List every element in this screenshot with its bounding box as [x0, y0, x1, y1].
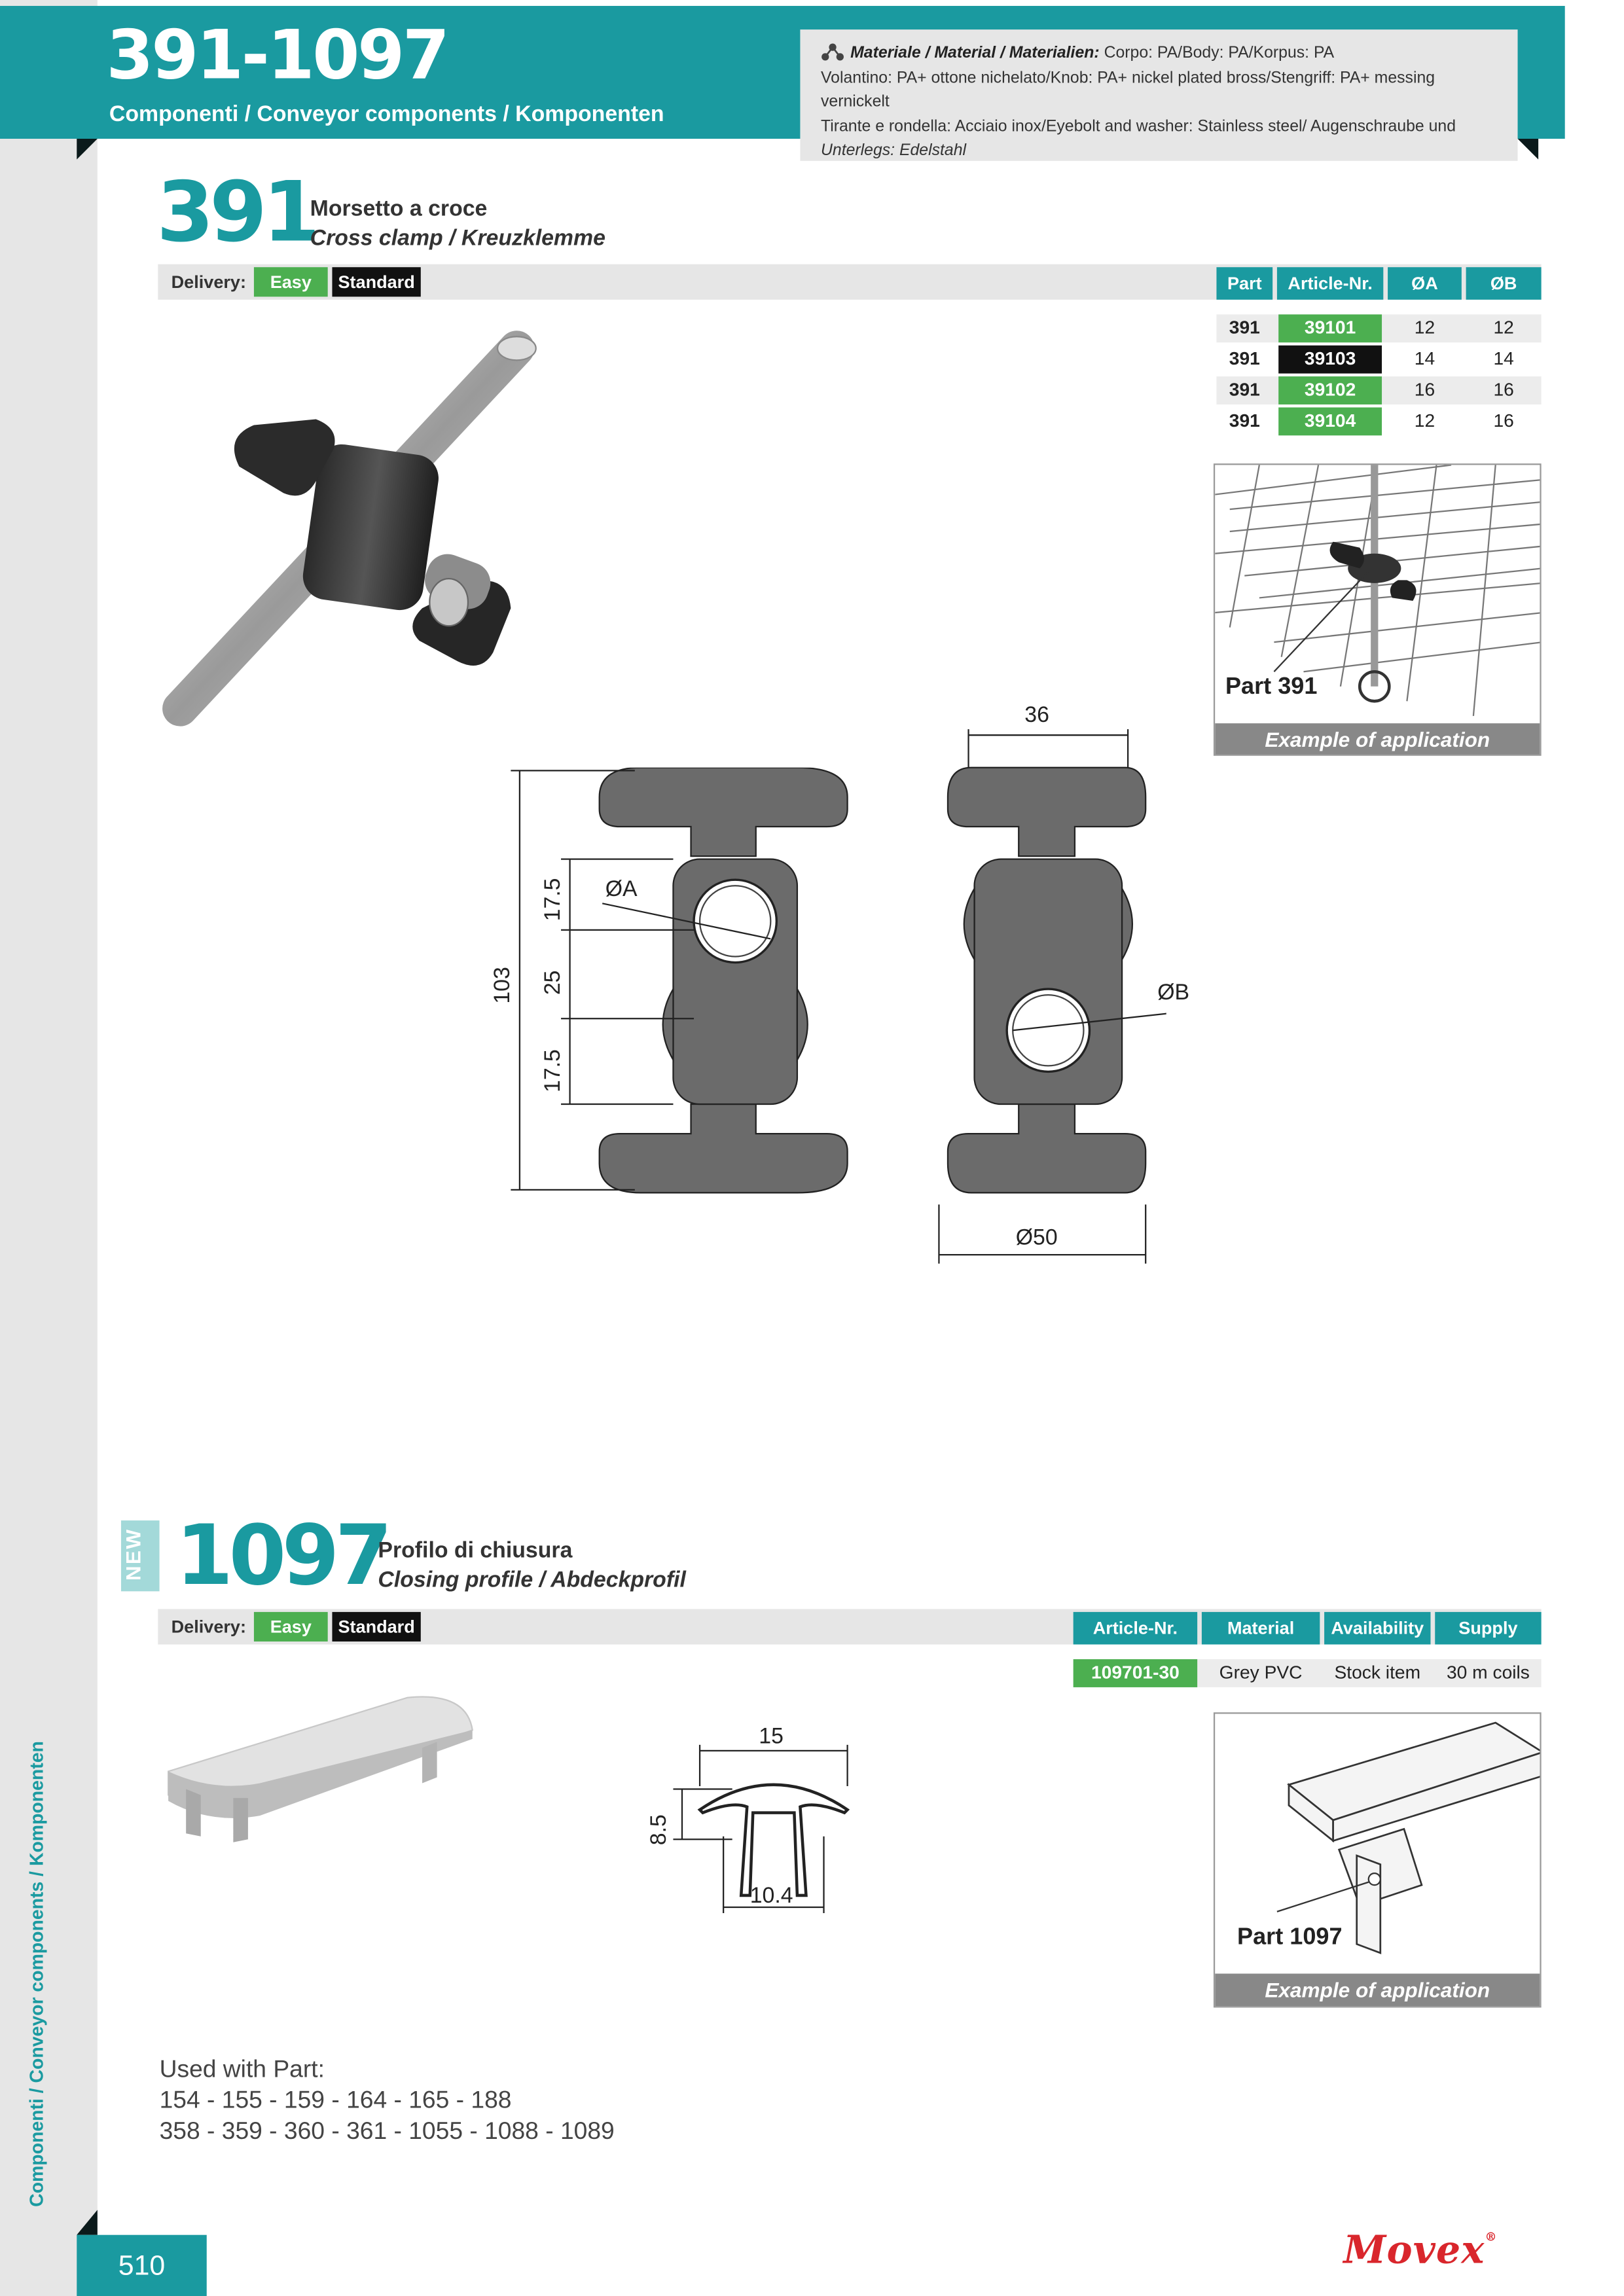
table-391-cell-part: 391 — [1229, 348, 1260, 369]
table-391-header-article: Article-Nr. — [1277, 267, 1383, 300]
table-1097-cell-article: 109701-30 — [1074, 1659, 1197, 1687]
part-title-1097: 1097 — [175, 1509, 388, 1605]
table-1097-cell-supply: 30 m coils — [1446, 1662, 1530, 1683]
table-391-cell-a: 12 — [1414, 410, 1435, 431]
closing-profile-photo — [156, 1689, 475, 1851]
new-badge: NEW — [121, 1520, 160, 1591]
dim-hole-a: ØA — [605, 876, 638, 903]
material-box — [800, 29, 1517, 161]
delivery-label-391: Delivery: — [171, 271, 246, 293]
dim-103: 103 — [490, 967, 516, 1004]
movex-logo: Movex® — [1343, 2229, 1498, 2274]
used-with-line2: 358 - 359 - 360 - 361 - 1055 - 1088 - 1089 — [159, 2118, 615, 2145]
delivery-easy-1097: Easy — [254, 1612, 328, 1641]
table-391-cell-article: 39102 — [1278, 376, 1382, 404]
material-line1: Corpo: PA/Body: PA/Korpus: PA — [1099, 44, 1335, 62]
title-391 — [310, 195, 605, 254]
app-example-391 — [1214, 463, 1542, 756]
table-391-header-part: Part — [1216, 267, 1272, 300]
table-391-header-b: ØB — [1466, 267, 1542, 300]
title-1097-en: Closing profile / Abdeckprofil — [378, 1568, 686, 1593]
app-example-1097 — [1214, 1712, 1542, 2007]
dim-25: 25 — [540, 970, 566, 996]
part-title-391: 391 — [156, 165, 316, 262]
material-line3: Tirante e rondella: Acciaio inox/Eyebolt and washer: Stainless steel/ Augenschraube und — [821, 117, 1456, 136]
drawing-side — [930, 703, 1166, 1273]
table-391-cell-a: 12 — [1414, 317, 1435, 338]
header-fold-right — [1518, 139, 1539, 160]
app-caption-1097: Example of application — [1215, 1973, 1540, 2006]
side-label: Componenti / Conveyor components / Komponenten — [26, 1741, 48, 2207]
dim-17-5-top: 17.5 — [540, 878, 566, 922]
table-391-cell-b: 16 — [1493, 379, 1514, 401]
table-391-cell-article: 39103 — [1278, 346, 1382, 374]
table-391-cell-a: 14 — [1414, 348, 1435, 369]
dim-36: 36 — [1024, 702, 1049, 728]
dim-50: Ø50 — [1015, 1225, 1058, 1251]
delivery-standard-1097: Standard — [332, 1612, 420, 1641]
header-fold-left — [77, 139, 98, 160]
table-391-cell-part: 391 — [1229, 317, 1260, 338]
page-number: 510 — [77, 2235, 206, 2296]
material-label: Materiale / Material / Materialien: — [850, 44, 1100, 62]
title-391-it: Morsetto a croce — [310, 196, 488, 222]
material-line2: Volantino: PA+ ottone nichelato/Knob: PA+ nickel plated bross/Stengriff: PA+ messing vernickelt — [821, 69, 1435, 111]
app-caption-391: Example of application — [1215, 723, 1540, 756]
dim-10-4: 10.4 — [749, 1883, 793, 1909]
material-line4: Unterlegs: Edelstahl — [821, 142, 967, 160]
table-1097-header-supply: Supply — [1435, 1612, 1541, 1645]
used-with-label: Used with Part: — [159, 2056, 325, 2083]
table-391-cell-article: 39101 — [1278, 314, 1382, 342]
header-code: 391-1097 — [106, 14, 448, 95]
dim-hole-b: ØB — [1157, 980, 1190, 1005]
table-1097-header-material: Material — [1202, 1612, 1320, 1645]
cross-clamp-photo — [148, 322, 591, 738]
app-part-391: Part 391 — [1225, 674, 1318, 700]
title-1097-it: Profilo di chiusura — [378, 1538, 573, 1564]
table-391-header-a: ØA — [1388, 267, 1462, 300]
table-391-cell-b: 16 — [1493, 410, 1514, 431]
app-part-1097: Part 1097 — [1237, 1925, 1343, 1950]
table-391-cell-article: 39104 — [1278, 407, 1382, 435]
page-fold — [77, 2210, 98, 2234]
dim-15: 15 — [759, 1724, 784, 1749]
dim-8-5: 8.5 — [646, 1814, 672, 1846]
table-391-cell-part: 391 — [1229, 410, 1260, 431]
dim-17-5-bot: 17.5 — [540, 1049, 566, 1092]
delivery-standard-391: Standard — [332, 267, 420, 296]
header-subtitle: Componenti / Conveyor components / Komponenten — [109, 101, 664, 127]
delivery-label-1097: Delivery: — [171, 1616, 246, 1638]
used-with-part — [160, 2055, 615, 2148]
table-1097-cell-availability: Stock item — [1334, 1662, 1421, 1683]
table-391-cell-a: 16 — [1414, 379, 1435, 401]
material-icon — [821, 43, 844, 60]
delivery-easy-391: Easy — [254, 267, 328, 296]
title-1097 — [378, 1537, 686, 1596]
table-391-cell-b: 12 — [1493, 317, 1514, 338]
table-1097-cell-material: Grey PVC — [1219, 1662, 1303, 1683]
table-391-cell-b: 14 — [1493, 348, 1514, 369]
title-391-en: Cross clamp / Kreuzklemme — [310, 226, 605, 251]
table-391-cell-part: 391 — [1229, 379, 1260, 401]
table-1097-header-availability: Availability — [1324, 1612, 1430, 1645]
used-with-line1: 154 - 155 - 159 - 164 - 165 - 188 — [159, 2087, 512, 2114]
table-1097-header-article: Article-Nr. — [1074, 1612, 1197, 1645]
